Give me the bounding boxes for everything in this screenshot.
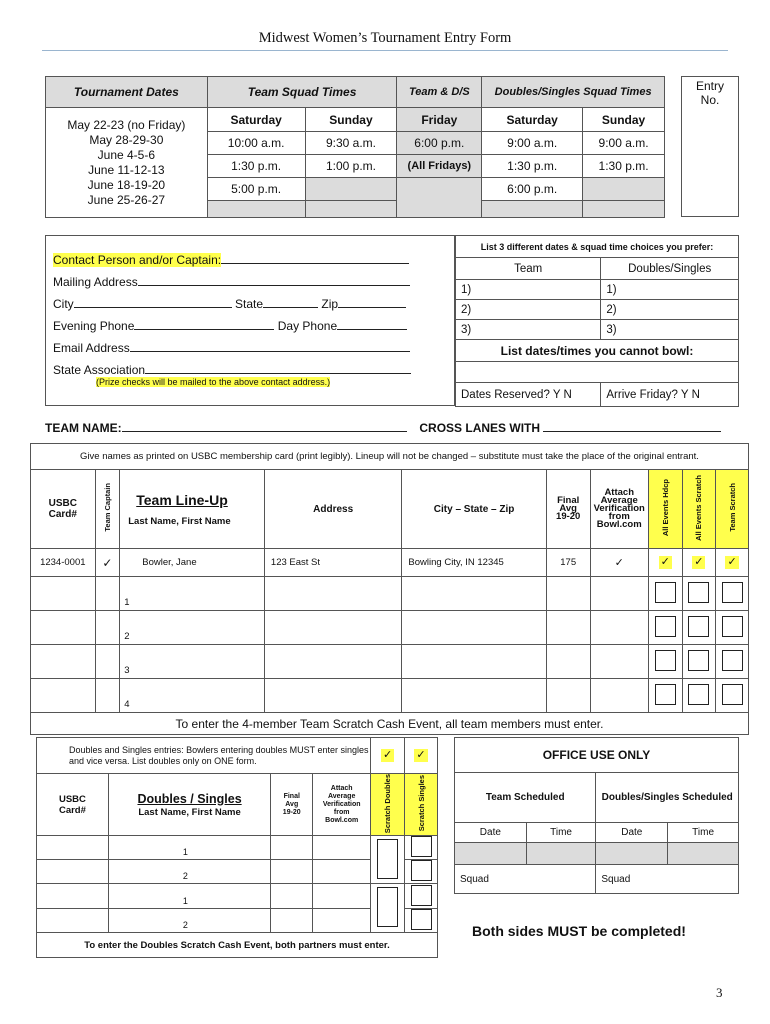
row-number: 3 [124,665,130,676]
singles-header-check[interactable]: ✓ [416,749,426,761]
ds-avg-field[interactable] [271,836,313,860]
office-team-scheduled: Team Scheduled [455,773,596,823]
office-ds-time: Time [668,823,739,843]
avg-field[interactable] [546,645,590,679]
both-sides-note: Both sides MUST be completed! [472,923,686,939]
header-team-lineup: Team Line-Up [136,491,228,508]
ds-choice-3[interactable]: 3) [601,320,739,340]
table-row [31,679,749,713]
scratch-doubles-checkbox[interactable] [377,839,398,879]
header-attach-avg: Attach Average Verification from Bowl.com [590,470,648,549]
cannot-bowl-header: List dates/times you cannot bowl: [456,340,739,362]
team-sun-time: 1:00 p.m. [305,155,397,178]
ds-card-field[interactable] [37,909,109,933]
state-association-field[interactable] [145,362,411,374]
captain-field[interactable] [95,577,120,611]
scratch-doubles-checkbox[interactable] [377,887,398,927]
card-field[interactable] [31,645,96,679]
row-number: 4 [124,699,130,710]
empty-cell [455,843,527,865]
office-use-title: OFFICE USE ONLY [455,738,739,773]
office-ds-squad: Squad [596,865,739,894]
sample-scratch-check[interactable]: ✓ [694,556,704,568]
city-field[interactable] [402,611,546,645]
ds-choice-2[interactable]: 2) [601,300,739,320]
empty-cell [526,843,596,865]
choices-team-header: Team [456,258,601,280]
attach-field[interactable] [590,611,648,645]
team-sunday: Sunday [305,108,397,132]
table-row [31,645,749,679]
hdcp-checkbox[interactable] [655,582,676,603]
state-label: State [235,297,264,311]
ds-sun-time: 1:30 p.m. [583,155,665,178]
title-rule [42,50,728,51]
state-field[interactable] [263,296,318,308]
header-team-squad-times: Team Squad Times [207,77,397,108]
attach-field[interactable] [590,577,648,611]
entry-label: Entry [695,79,724,93]
ds-sun-time: 9:00 a.m. [583,132,665,155]
ds-sat-time: 6:00 p.m. [482,178,583,201]
ds-card-field[interactable] [37,884,109,909]
ds-header-last-first: Last Name, First Name [138,806,241,818]
avg-field[interactable] [546,577,590,611]
prize-note: (Prize checks will be mailed to the above contact address.) [96,377,331,387]
row-number: 1 [124,597,130,608]
hdcp-checkbox[interactable] [655,684,676,705]
empty-cell [596,843,668,865]
scratch-singles-checkbox[interactable] [411,885,432,906]
form-title: Midwest Women’s Tournament Entry Form [258,30,512,46]
ds-row-number: 1 [182,896,188,907]
team-name-field[interactable] [122,420,407,432]
team-scratch-checkbox[interactable] [722,616,743,637]
scratch-checkbox[interactable] [688,582,709,603]
table-row [31,611,749,645]
empty-cell [397,178,482,218]
scratch-singles-checkbox[interactable] [411,860,432,881]
avg-field[interactable] [546,611,590,645]
ds-header-attach: Attach Average Verification from Bowl.com [313,774,371,836]
doubles-note: Doubles and Singles entries: Bowlers entering doubles MUST enter singles and vice versa. List doubles only on ONE form. [37,738,371,774]
card-field[interactable] [31,577,96,611]
sample-name: Bowler, Jane [120,549,265,577]
date-item: June 11-12-13 [88,162,165,177]
header-all-events-hdcp: All Events Hdcp [660,478,670,537]
table-row [37,836,438,860]
cannot-bowl-field[interactable] [456,362,739,383]
address-field[interactable] [264,679,402,713]
date-item: June 4-5-6 [97,147,156,162]
team-saturday: Saturday [207,108,305,132]
team-choice-1[interactable]: 1) [456,280,601,300]
ds-row-number: 2 [182,920,188,931]
team-sat-time: 10:00 a.m. [207,132,305,155]
team-lineup-table [30,443,749,735]
ds-header-final-avg: Final Avg 19-20 [271,774,313,836]
ds-attach-field[interactable] [313,884,371,909]
team-choice-2[interactable]: 2) [456,300,601,320]
day-phone-field[interactable] [337,318,407,330]
header-team-captain: Team Captain [102,483,112,532]
header-city-state-zip: City – State – Zip [402,470,546,549]
sample-avg: 175 [546,549,590,577]
ds-avg-field[interactable] [271,884,313,909]
city-label: City [53,297,74,311]
choices-ds-header: Doubles/Singles [601,258,739,280]
address-field[interactable] [264,611,402,645]
cross-lanes-label: CROSS LANES WITH [419,421,541,435]
schedule-table [45,76,665,218]
date-item: May 28-29-30 [89,132,164,147]
email-label: Email Address [53,341,130,355]
team-choice-3[interactable]: 3) [456,320,601,340]
ds-avg-field[interactable] [271,860,313,884]
header-tournament-dates: Tournament Dates [46,77,208,108]
header-ds-squad-times: Doubles/Singles Squad Times [482,77,665,108]
tournament-dates-list [46,108,208,218]
empty-cell [583,178,665,201]
sample-captain-check: ✓ [95,549,120,577]
cross-lanes-field[interactable] [543,420,721,432]
header-all-events-scratch: All Events Scratch [694,474,704,541]
header-team-scratch: Team Scratch [727,483,737,532]
ds-row-number: 1 [182,847,188,858]
empty-cell [668,843,739,865]
header-team-ds: Team & D/S [397,77,482,108]
empty-cell [207,201,305,218]
office-ds-scheduled: Doubles/Singles Scheduled [596,773,739,823]
friday-header: Friday [397,108,482,132]
ds-header-scratch-doubles: Scratch Doubles [383,774,393,834]
evening-phone-label: Evening Phone [53,319,135,333]
doubles-footer: To enter the Doubles Scratch Cash Event, both partners must enter. [37,933,438,958]
table-row [31,549,749,577]
date-item: June 18-19-20 [87,177,166,192]
row-number: 2 [124,631,130,642]
dates-reserved[interactable]: Dates Reserved? Y N [456,383,601,407]
ds-sat-time: 1:30 p.m. [482,155,583,178]
scratch-checkbox[interactable] [688,616,709,637]
team-scratch-checkbox[interactable] [722,684,743,705]
lineup-instruction: Give names as printed on USBC membership card (print legibly). Lineup will not be changed – substitute must take the place of the original entrant. [31,444,749,470]
hdcp-checkbox[interactable] [655,650,676,671]
captain-field[interactable] [95,611,120,645]
team-name-label: TEAM NAME: [45,421,122,435]
ds-card-field[interactable] [37,860,109,884]
attach-field[interactable] [590,679,648,713]
team-sat-time: 5:00 p.m. [207,178,305,201]
date-item: May 22-23 (no Friday) [67,117,186,132]
scratch-singles-checkbox[interactable] [411,909,432,930]
day-phone-label: Day Phone [277,319,338,333]
office-team-date: Date [455,823,527,843]
date-choices-table [455,235,739,407]
sample-city: Bowling City, IN 12345 [402,549,546,577]
page-number: 3 [716,985,723,1000]
scratch-singles-checkbox[interactable] [411,836,432,857]
captain-field[interactable] [95,645,120,679]
team-scratch-checkbox[interactable] [722,650,743,671]
sample-hdcp-check[interactable]: ✓ [660,556,670,568]
attach-field[interactable] [590,645,648,679]
team-scratch-checkbox[interactable] [722,582,743,603]
sample-address: 123 East St [264,549,402,577]
table-row [31,577,749,611]
friday-time: 6:00 p.m. [397,132,482,155]
empty-cell [305,201,397,218]
ds-avg-field[interactable] [271,909,313,933]
email-field[interactable] [130,340,410,352]
empty-cell [305,178,397,201]
avg-field[interactable] [546,679,590,713]
date-item: June 25-26-27 [87,192,166,207]
choices-header: List 3 different dates & squad time choices you prefer: [456,236,739,258]
header-final-avg: Final Avg 19-20 [546,470,590,549]
ds-header-scratch-singles: Scratch Singles [416,775,426,832]
header-usbc-card: USBC Card# [31,470,96,549]
city-field[interactable] [402,679,546,713]
ds-row-number: 2 [182,871,188,882]
sample-team-scratch-check[interactable]: ✓ [727,556,737,568]
ds-header-usbc-card: USBC Card# [37,774,109,836]
city-field[interactable] [74,296,232,308]
scratch-checkbox[interactable] [688,684,709,705]
ds-attach-field[interactable] [313,909,371,933]
scratch-checkbox[interactable] [688,650,709,671]
state-association-label: State Association [53,363,146,377]
ds-attach-field[interactable] [313,860,371,884]
office-team-squad: Squad [455,865,596,894]
lineup-footer: To enter the 4-member Team Scratch Cash Event, all team members must enter. [31,713,749,735]
ds-header-title: Doubles / Singles [137,791,242,806]
ds-choice-1[interactable]: 1) [601,280,739,300]
header-address: Address [264,470,402,549]
card-field[interactable] [31,679,96,713]
doubles-singles-table [36,737,438,958]
team-sat-time: 1:30 p.m. [207,155,305,178]
ds-card-field[interactable] [37,836,109,860]
header-last-first: Last Name, First Name [128,515,231,527]
ds-sunday: Sunday [583,108,665,132]
zip-label: Zip [321,297,339,311]
address-field[interactable] [264,577,402,611]
ds-sat-time: 9:00 a.m. [482,132,583,155]
captain-field[interactable] [95,679,120,713]
empty-cell [482,201,583,218]
arrive-friday[interactable]: Arrive Friday? Y N [601,383,739,407]
evening-phone-field[interactable] [134,318,274,330]
doubles-header-check[interactable]: ✓ [382,749,393,761]
mailing-address-field[interactable] [138,274,410,286]
ds-attach-field[interactable] [313,836,371,860]
empty-cell [583,201,665,218]
table-row [37,884,438,909]
sample-attach-check: ✓ [590,549,648,577]
office-ds-date: Date [596,823,668,843]
city-field[interactable] [402,645,546,679]
contact-person-field[interactable] [221,252,409,264]
zip-field[interactable] [338,296,406,308]
office-team-time: Time [526,823,596,843]
mailing-address-label: Mailing Address [53,275,138,289]
team-sun-time: 9:30 a.m. [305,132,397,155]
hdcp-checkbox[interactable] [655,616,676,637]
office-use-table [454,737,739,894]
friday-note: (All Fridays) [397,155,482,178]
entry-no-label: No. [700,93,720,107]
card-field[interactable] [31,611,96,645]
address-field[interactable] [264,645,402,679]
sample-card: 1234-0001 [31,549,96,577]
contact-person-label: Contact Person and/or Captain: [53,253,222,267]
ds-saturday: Saturday [482,108,583,132]
city-field[interactable] [402,577,546,611]
entry-number-box[interactable] [681,76,739,217]
